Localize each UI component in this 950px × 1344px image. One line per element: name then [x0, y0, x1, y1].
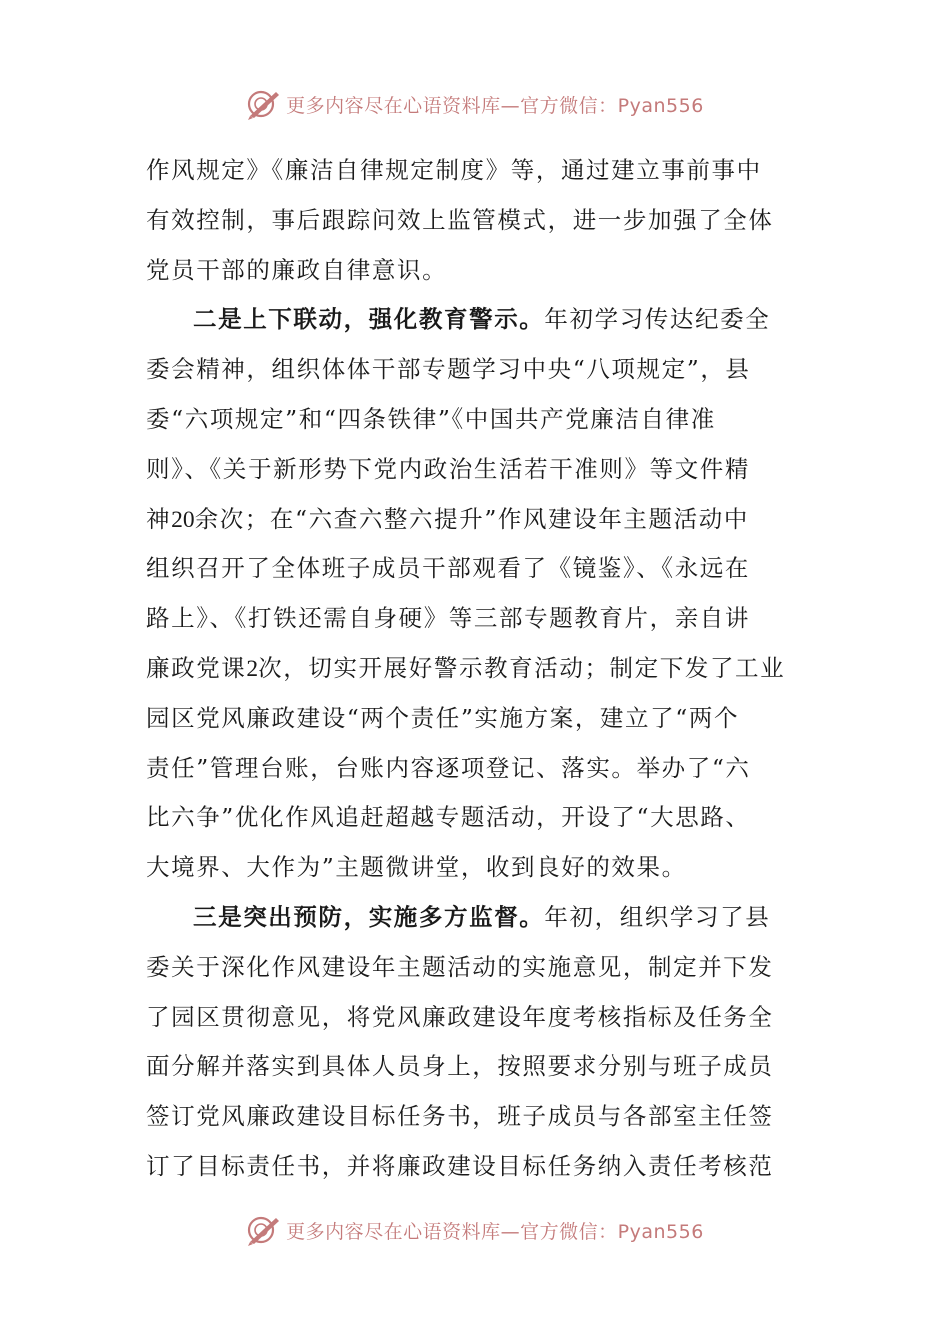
paragraph-heading: 二是上下联动，强化教育警示。 [193, 305, 545, 334]
body-line: 作风规定》《廉洁自律规定制度》等，通过建立事前事中 [146, 156, 762, 184]
pen-logo-icon [246, 1212, 282, 1248]
body-line: 订了目标责任书，并将廉政建设目标任务纳入责任考核范 [146, 1151, 774, 1180]
watermark-text: 更多内容尽在心语资料库—官方微信：Pyan556 [286, 1220, 704, 1243]
body-line: 比六争”优化作风追赶超越专题活动，开设了“大思路、 [146, 803, 751, 832]
body-line: 面分解并落实到具体人员身上，按照要求分别与班子成员 [146, 1052, 774, 1081]
watermark-banner-top [0, 84, 950, 124]
body-line: 签订党风廉政建设目标任务书，班子成员与各部室主任签 [146, 1102, 774, 1131]
body-line: 委“六项规定”和“四条铁律”《中国共产党廉洁自律准 [146, 404, 716, 433]
body-line: 委关于深化作风建设年主题活动的实施意见，制定并下发 [146, 952, 774, 981]
body-line: 委会精神，组织体体干部专题学习中央“八项规定”，县 [146, 355, 751, 384]
body-text: 余次；在“六查六整六提升”作风建设年主题活动中 [194, 504, 749, 533]
body-text: 次，切实开展好警示教育活动；制定下发了工业 [258, 653, 786, 682]
watermark-text: 更多内容尽在心语资料库—官方微信：Pyan556 [286, 94, 704, 117]
body-line: 则》、《关于新形势下党内政治生活若干准则》等文件精 [146, 454, 750, 483]
paragraph-start-line [146, 295, 808, 345]
paragraph-heading: 三是突出预防，实施多方监督。 [193, 902, 545, 931]
body-text: 年初，组织学习了县 [544, 902, 771, 931]
paragraph-start-line [146, 893, 808, 943]
body-line: 责任”管理台账，台账内容逐项登记、落实。举办了“六 [146, 753, 751, 782]
body-text: 廉政党课 [146, 653, 247, 682]
body-line [146, 495, 808, 545]
pen-logo-icon [246, 86, 282, 122]
watermark-banner-bottom [0, 1210, 950, 1250]
body-line: 了园区贯彻意见，将党风廉政建设年度考核指标及任务全 [146, 1002, 774, 1031]
body-line: 大境界、大作为”主题微讲堂，收到良好的效果。 [146, 853, 687, 882]
body-line: 组织召开了全体班子成员干部观看了《镜鉴》、《永远在 [146, 554, 750, 583]
body-line: 有效控制，事后跟踪问效上监管模式，进一步加强了全体 [146, 205, 774, 234]
body-text: 年初学习传达纪委全 [544, 305, 771, 334]
body-line: 园区党风廉政建设“两个责任”实施方案，建立了“两个 [146, 703, 740, 732]
count-number: 20 [171, 506, 195, 533]
body-line: 党员干部的廉政自律意识。 [146, 255, 448, 284]
body-line [146, 644, 808, 694]
body-line: 路上》、《打铁还需自身硬》等三部专题教育片，亲自讲 [146, 604, 750, 633]
document-body [146, 146, 808, 1192]
count-number: 2 [246, 655, 259, 682]
body-text: 神 [146, 504, 172, 533]
